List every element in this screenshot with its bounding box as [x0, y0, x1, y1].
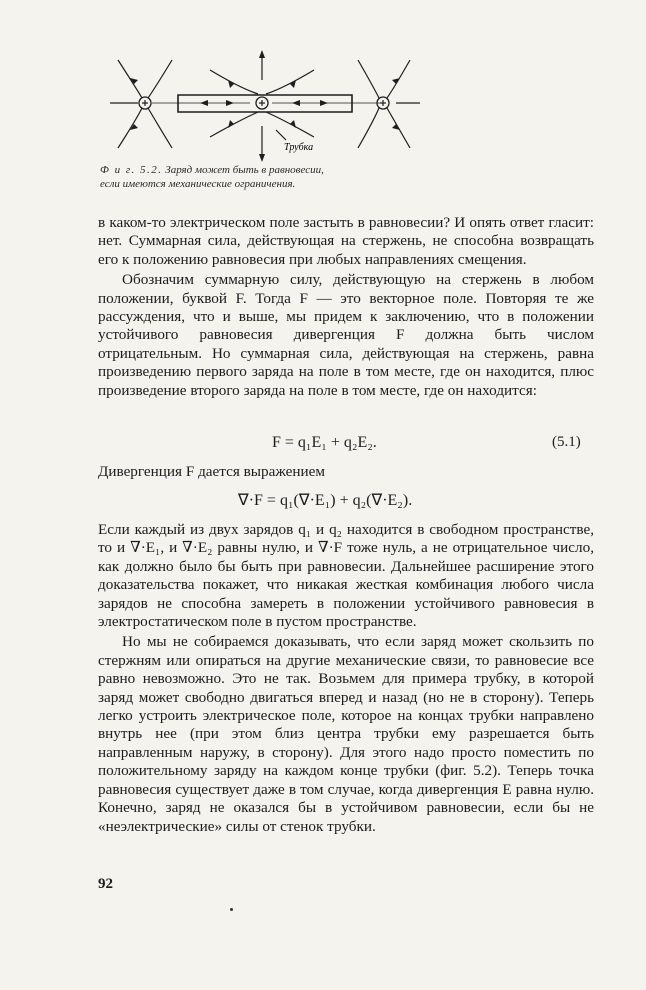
paragraph-5: Но мы не собираемся доказывать, что если заряд может скользить по стержням или опираться на другие механические связи, то равновесие все равно невозможно. Это не так. Возьмем для примера трубку, в которой заряд может свободно двигаться вперед и назад (но не в сторону). Теперь легко устроить электрическое поле, которое на концах трубки направлено внутрь нее (при этом близ центра трубки ему разрешается быть направленным наружу, в сторону). Для этого надо просто поместить по положительному заряду на каждом конце трубки (фиг. 5.2). Теперь точка равновесия существует даже в том случае, когда дивергенция E равна нулю. Конечно, заряд не оказался бы в устойчивом равновесии, если бы не «неэлектрические» силы от стенок трубки. — [98, 633, 594, 835]
body-text-upper — [98, 214, 594, 400]
equation-number: (5.1) — [552, 434, 581, 450]
print-speck — [230, 908, 233, 911]
page-number: 92 — [98, 876, 113, 892]
paragraph-4: Если каждый из двух зарядов q₁ и q₂ находится в свободном пространстве, то и ∇·E₁, и ∇·E₂ равны нулю, и ∇·F тоже нуль, а не отрицательное число, как должно было бы быть при равновесии. Дальнейшее расширение этого доказательства покажет, что никакая жесткая комбинация любого числа зарядов не способна замереть в положении устойчивого равновесия в электростатическом поле в пустом пространстве. — [98, 521, 594, 631]
body-text-divergence — [98, 463, 594, 481]
figure-charge-in-tube — [100, 40, 430, 170]
paragraph-1: в каком-то электрическом поле застыть в равновесии? И опять ответ гласит: нет. Суммарная сила, действующая на стержень, не способна возвращать его к положению равновесия при любых направлениях смещения. — [98, 214, 594, 268]
figure-caption — [100, 163, 430, 191]
tube-label: Трубка — [284, 142, 314, 153]
caption-label: Ф и г. 5.2. — [100, 164, 163, 176]
body-text-lower — [98, 521, 594, 836]
caption-line1: Заряд может быть в равновесии, — [165, 164, 324, 176]
paragraph-2: Обозначим суммарную силу, действующую на стержень в любом положении, буквой F. Тогда F — это векторное поле. Повторяя те же рассуждения, что и выше, мы придем к заключению, что в положении устойчивого равновесия дивергенция F должна быть числом отрицательным. Но суммарная сила, действующая на стержень, равна произведению первого заряда на поле в том месте, где он находится, плюс произведение второго заряда на поле в том месте, где он находится: — [98, 271, 594, 399]
paragraph-3: Дивергенция F дается выражением — [98, 463, 325, 480]
equation-divergence: ∇·F = q₁(∇·E₁) + q₂(∇·E₂). — [238, 492, 413, 509]
caption-line2: если имеются механические ограничения. — [100, 178, 296, 190]
equation-5-1: F = q₁E₁ + q₂E₂. — [272, 434, 377, 451]
